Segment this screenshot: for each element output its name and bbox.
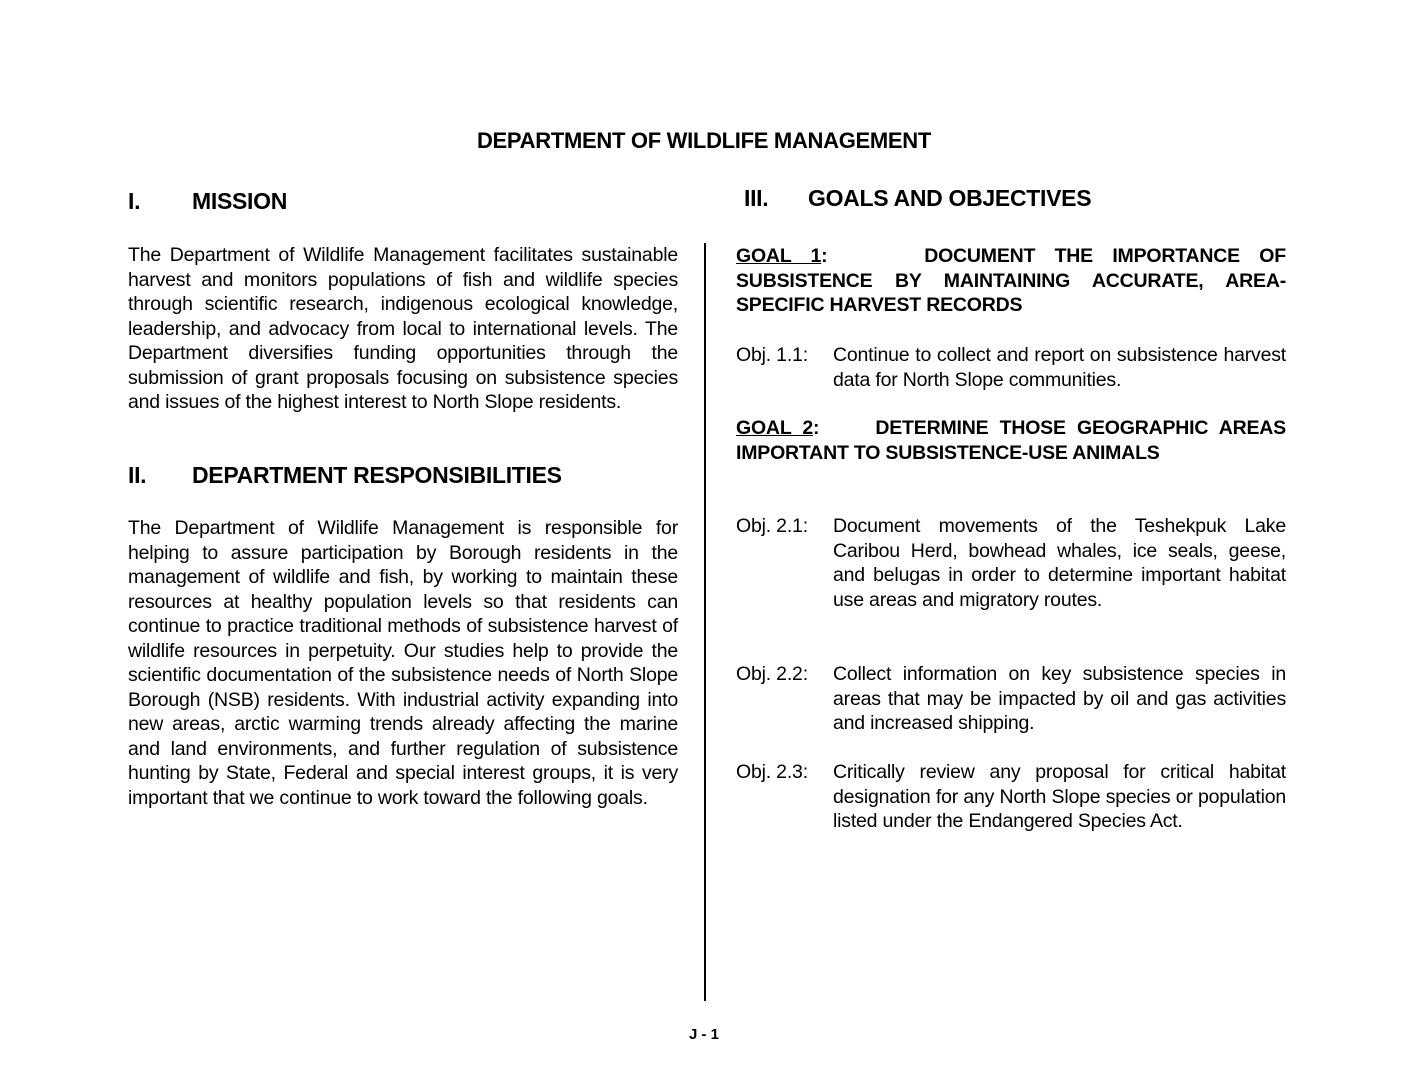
objective-1-1: [736, 343, 1286, 392]
goals-section: [744, 185, 1294, 212]
objective-2-2: [736, 662, 1286, 736]
section-number: I.: [128, 188, 141, 214]
section-title: DEPARTMENT RESPONSIBILITIES: [192, 462, 562, 488]
goals-heading: [744, 185, 1294, 212]
objective-text: Critically review any proposal for critical habitat designation for any North Slope species or population listed under the Endangered Species Act.: [833, 761, 1286, 832]
document-title: DEPARTMENT OF WILDLIFE MANAGEMENT: [476, 128, 932, 153]
goal-text: DOCUMENT THE IMPORTANCE OF SUBSISTENCE BY MAINTAINING ACCURATE, AREA-SPECIFIC HARVEST RECORDS: [736, 245, 1286, 316]
mission-heading: [128, 188, 678, 215]
section-number: III.: [744, 185, 769, 211]
objective-label: Obj. 2.3:: [736, 761, 808, 783]
responsibilities-section: [128, 462, 678, 489]
objective-text: Collect information on key subsistence species in areas that may be impacted by oil and gas activities and increased shipping.: [833, 663, 1286, 734]
objective-text: Document movements of the Teshekpuk Lake Caribou Herd, bowhead whales, ice seals, geese, and belugas in order to determine important habitat use areas and migratory routes.: [833, 515, 1286, 611]
section-title: MISSION: [192, 188, 288, 214]
goal-label: GOAL 1: [736, 245, 822, 267]
mission-section: [128, 188, 678, 215]
responsibilities-heading: [128, 462, 678, 489]
responsibilities-body: The Department of Wildlife Management is responsible for helping to assure participation by Borough residents in the management of wildlife and fish, by working to maintain these resources at healthy population levels so that residents can continue to practice traditional methods of subsistence harvest of wildlife resources in perpetuity. Our studies help to provide the scientific documentation of the subsistence needs of North Slope Borough (NSB) residents. With industrial activity expanding into new areas, arctic warming trends already affecting the marine and land environments, and further regulation of subsistence hunting by State, Federal and special interest groups, it is very important that we continue to work toward the following goals.: [128, 517, 678, 809]
column-divider: [704, 243, 706, 1001]
objective-label: Obj. 1.1:: [736, 344, 808, 366]
objective-text: Continue to collect and report on subsistence harvest data for North Slope communities.: [833, 344, 1286, 391]
goal-2: GOAL 2: DETERMINE THOSE GEOGRAPHIC AREAS IMPORTANT TO SUBSISTENCE-USE ANIMALS: [736, 417, 1286, 464]
section-title: GOALS AND OBJECTIVES: [808, 185, 1092, 211]
mission-body: The Department of Wildlife Management facilitates sustainable harvest and monitors populations of fish and wildlife species through scientific research, indigenous ecological knowledge, leadership, and advocacy from local to international levels. The Department diversifies funding opportunities through the submission of grant proposals focusing on subsistence species and issues of the highest interest to North Slope residents.: [128, 244, 678, 413]
goal-text: DETERMINE THOSE GEOGRAPHIC AREAS IMPORTANT TO SUBSISTENCE-USE ANIMALS: [736, 417, 1286, 464]
objective-label: Obj. 2.2:: [736, 663, 808, 685]
objective-2-3: [736, 760, 1286, 834]
goal-1: GOAL 1: DOCUMENT THE IMPORTANCE OF SUBSISTENCE BY MAINTAINING ACCURATE, AREA-SPECIFIC HARVEST RECORDS: [736, 245, 1286, 316]
page-number: J - 1: [688, 1026, 719, 1043]
objective-label: Obj. 2.1:: [736, 515, 808, 537]
section-number: II.: [128, 462, 147, 488]
objective-2-1: [736, 514, 1286, 612]
goal-label: GOAL 2: [736, 417, 814, 439]
